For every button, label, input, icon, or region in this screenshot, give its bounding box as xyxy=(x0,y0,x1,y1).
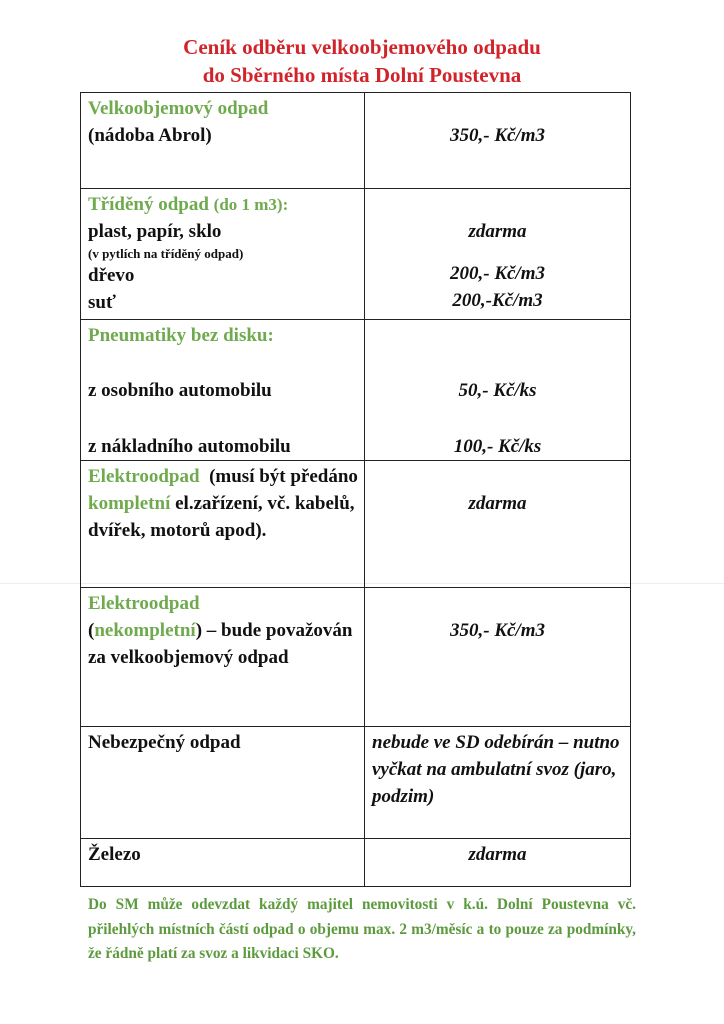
row-heading: Elektroodpad xyxy=(88,593,200,614)
table-row xyxy=(81,93,631,189)
price-value: nebude ve SD odebírán – nutno vyčkat na ambulatní svoz (jaro, podzim) xyxy=(372,732,620,807)
list-item-note: (v pytlích na tříděný odpad) xyxy=(88,246,244,261)
table-row xyxy=(81,461,631,588)
price-table xyxy=(80,92,631,887)
row-heading-suffix: (do 1 m3): xyxy=(213,195,289,214)
row-text-highlight: kompletní xyxy=(88,493,171,514)
row-label: Nebezpečný odpad xyxy=(88,732,241,753)
row-text xyxy=(88,463,362,544)
row-heading: Tříděný odpad xyxy=(88,194,209,215)
row-label-cell xyxy=(81,727,365,839)
row-price-cell xyxy=(365,727,631,839)
document-title xyxy=(0,33,724,89)
list-item: z nákladního automobilu xyxy=(88,436,291,457)
price-value: zdarma xyxy=(468,844,527,865)
row-text-part: el.zařízení, vč. kabelů, dvířek, motorů apod). xyxy=(88,493,355,541)
price-value: 350,- Kč/m3 xyxy=(450,125,545,146)
row-heading: Pneumatiky bez disku: xyxy=(88,325,274,346)
row-label-cell xyxy=(81,461,365,588)
table-row xyxy=(81,189,631,320)
list-item: dřevo xyxy=(88,265,135,286)
table-row xyxy=(81,588,631,727)
row-label-cell xyxy=(81,588,365,727)
row-text-part: ) – bude považován za velkoobjemový odpad xyxy=(88,620,353,668)
price-value: zdarma xyxy=(468,221,527,242)
row-label-cell xyxy=(81,839,365,887)
list-item: suť xyxy=(88,292,116,313)
row-text xyxy=(88,617,362,671)
row-price-cell xyxy=(365,461,631,588)
price-value: 50,- Kč/ks xyxy=(458,380,537,401)
table-row xyxy=(81,727,631,839)
row-subtext: (nádoba Abrol) xyxy=(88,125,212,146)
table-row xyxy=(81,320,631,461)
price-value: 200,-Kč/m3 xyxy=(452,290,543,311)
price-value: zdarma xyxy=(468,493,527,514)
row-price-cell xyxy=(365,189,631,320)
row-text-part: (musí být předáno xyxy=(209,466,358,487)
row-label-cell xyxy=(81,93,365,189)
row-heading-line xyxy=(88,191,362,218)
title-line-2: do Sběrného místa Dolní Poustevna xyxy=(202,63,522,87)
price-value: 100,- Kč/ks xyxy=(453,436,542,457)
list-item: plast, papír, sklo xyxy=(88,221,222,242)
row-text-part: ( xyxy=(88,620,95,641)
row-text-highlight: nekompletní xyxy=(94,620,196,641)
row-heading: Elektroodpad xyxy=(88,466,200,487)
row-label-cell xyxy=(81,320,365,461)
row-label-cell xyxy=(81,189,365,320)
price-value: 350,- Kč/m3 xyxy=(450,620,545,641)
footer-note: Do SM může odevzdat každý majitel nemovitosti v k.ú. Dolní Poustevna vč. přilehlých místních částí odpad o objemu max. 2 m3/měsíc a to pouze za podmínky, že řádně platí za svoz a likvidaci SKO. xyxy=(88,896,636,962)
price-value: 200,- Kč/m3 xyxy=(450,263,545,284)
row-price-cell xyxy=(365,588,631,727)
title-line-1: Ceník odběru velkoobjemového odpadu xyxy=(183,35,541,59)
row-heading: Velkoobjemový odpad xyxy=(88,98,269,119)
row-price-cell xyxy=(365,320,631,461)
row-price-cell xyxy=(365,93,631,189)
row-label: Železo xyxy=(88,844,141,865)
list-item: z osobního automobilu xyxy=(88,380,272,401)
table-row xyxy=(81,839,631,887)
row-price-cell xyxy=(365,839,631,887)
